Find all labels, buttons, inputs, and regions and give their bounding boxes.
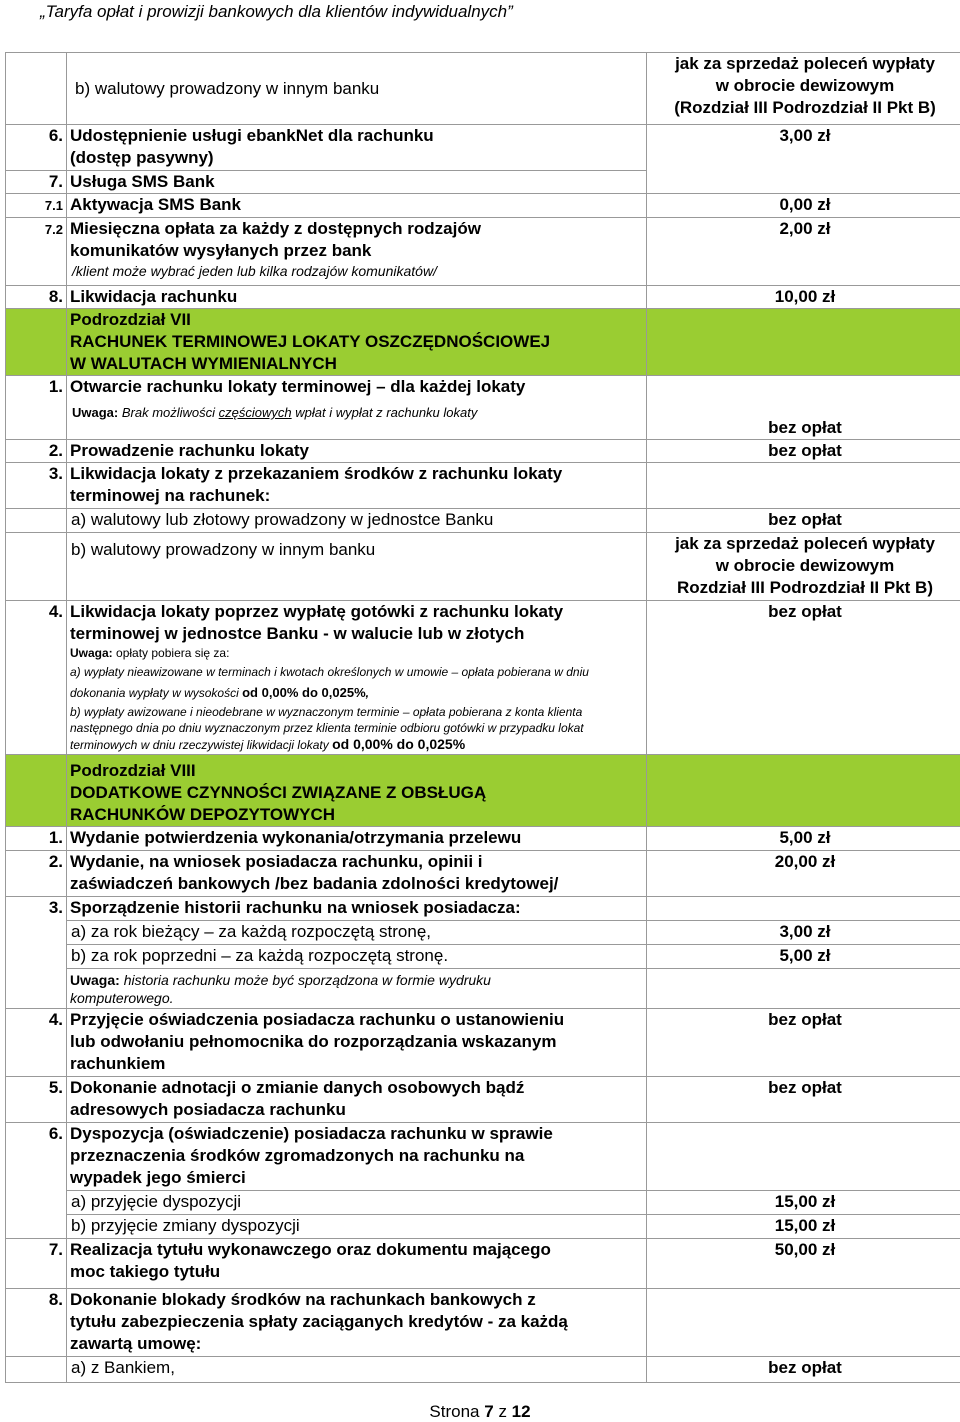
row-number: 7.2 [6,218,67,286]
row-price: bez opłat [647,440,960,463]
row-number: 1. [6,376,67,440]
table-row [6,194,960,218]
row-price [647,969,960,1009]
table-row [6,509,960,533]
row-description: b) za rok poprzedni – za każdą rozpoczętą stronę. [67,945,647,969]
row-price: bez opłat [647,1077,960,1123]
page-footer [0,1402,960,1422]
row-number: 7. [6,171,67,194]
table-row [6,1289,960,1357]
row-number [6,309,67,376]
row-price: jak za sprzedaż poleceń wypłaty w obrocie dewizowym Rozdział III Podrozdział II Pkt B) [647,533,960,601]
table-row [6,969,960,1009]
row-price: 10,00 zł [647,286,960,309]
row-description: b) przyjęcie zmiany dyspozycji [67,1215,647,1239]
row-number: 3. [6,463,67,509]
row-description: Usługa SMS Bank [67,171,647,194]
row-price [647,755,960,827]
row-description: Dokonanie adnotacji o zmianie danych osobowych bądź adresowych posiadacza rachunku [67,1077,647,1123]
row-price: 2,00 zł [647,218,960,286]
table-row [6,125,960,171]
document-header: „Taryfa opłat i prowizji bankowych dla klientów indywidualnych” [40,2,513,22]
row-price: 15,00 zł [647,1191,960,1215]
row-description: Likwidacja lokaty poprzez wypłatę gotówki z rachunku lokaty terminowej w jednostce Banku - w walucie lub w złotych Uwaga: opłaty pobiera się za: a) wypłaty nieawizowane w terminach i kwotach określonych w umowie – opłata pobierana w dniu dokonania wypłaty w wysokości od 0,00% do 0,025%, b) wypłaty awizowane i nieodebrane w wyznaczonym terminie – opłata pobierana z konta klienta następnego dnia po dniu wyznaczonym przez klienta terminie odbioru gotówki w przypadku lokat terminowych w dniu rzeczywistej likwidacji lokaty od 0,00% do 0,025% [67,601,647,755]
row-price [647,1289,960,1357]
row-number: 7. [6,1239,67,1289]
row-price: 50,00 zł [647,1239,960,1289]
table-row [6,1215,960,1239]
row-description: Prowadzenie rachunku lokaty [67,440,647,463]
table-row [6,897,960,921]
row-price: bez opłat [647,376,960,440]
table-row [6,53,960,125]
row-number: 2. [6,851,67,897]
row-price: 15,00 zł [647,1215,960,1239]
row-price: 3,00 zł [647,921,960,945]
row-description: Dokonanie blokady środków na rachunkach bankowych z tytułu zabezpieczenia spłaty zaciąganych kredytów - za każdą zawartą umowę: [67,1289,647,1357]
row-description: a) z Bankiem, [67,1357,647,1383]
table-row [6,827,960,851]
row-number [6,53,67,125]
page-separator: z [498,1402,507,1421]
table-row [6,1123,960,1191]
row-price: bez opłat [647,1009,960,1077]
row-description: a) za rok bieżący – za każdą rozpoczętą stronę, [67,921,647,945]
row-price [647,897,960,921]
row-number: 8. [6,1289,67,1357]
table-row [6,601,960,755]
row-number: 8. [6,286,67,309]
row-number: 6. [6,125,67,171]
row-price: bez opłat [647,1357,960,1383]
row-number [6,1357,67,1383]
row-description: Sporządzenie historii rachunku na wniosek posiadacza: [67,897,647,921]
row-price: jak za sprzedaż poleceń wypłaty w obrocie dewizowym (Rozdział III Podrozdział II Pkt B) [647,53,960,125]
row-description: Otwarcie rachunku lokaty terminowej – dla każdej lokaty Uwaga: Brak możliwości częściowych wpłat i wypłat z rachunku lokaty [67,376,647,440]
row-price: 20,00 zł [647,851,960,897]
table-row [6,1357,960,1383]
page-total: 12 [512,1402,531,1421]
row-number: 4. [6,1009,67,1077]
row-number: 1. [6,827,67,851]
row-price: 0,00 zł [647,194,960,218]
row-description: Miesięczna opłata za każdy z dostępnych rodzajów komunikatów wysyłanych przez bank /klient może wybrać jeden lub kilka rodzajów komunikatów/ [67,218,647,286]
row-description: Aktywacja SMS Bank [67,194,647,218]
table-row [6,1009,960,1077]
row-description: b) walutowy prowadzony w innym banku [67,53,647,125]
table-row [6,533,960,601]
table-row [6,376,960,440]
row-description: a) walutowy lub złotowy prowadzony w jednostce Banku [67,509,647,533]
section-title: Podrozdział VIII DODATKOWE CZYNNOŚCI ZWIĄZANE Z OBSŁUGĄ RACHUNKÓW DEPOZYTOWYCH [67,755,647,827]
row-price: 3,00 zł [647,125,960,194]
row-price: bez opłat [647,601,960,755]
row-number: 6. [6,1123,67,1239]
row-description: Udostępnienie usługi ebankNet dla rachunku (dostęp pasywny) [67,125,647,171]
table-row [6,440,960,463]
section-title: Podrozdział VII RACHUNEK TERMINOWEJ LOKATY OSZCZĘDNOŚCIOWEJ W WALUTACH WYMIENIALNYCH [67,309,647,376]
row-description: a) przyjęcie dyspozycji [67,1191,647,1215]
row-note: Uwaga: historia rachunku może być sporządzona w formie wydruku komputerowego. [67,969,647,1009]
row-description: Likwidacja lokaty z przekazaniem środków z rachunku lokaty terminowej na rachunek: [67,463,647,509]
row-price [647,1123,960,1191]
row-price [647,309,960,376]
row-number: 4. [6,601,67,755]
table-row [6,1239,960,1289]
row-number [6,755,67,827]
table-row [6,945,960,969]
section-header-row [6,755,960,827]
table-row [6,218,960,286]
row-number: 3. [6,897,67,1009]
row-number: 2. [6,440,67,463]
row-number: 5. [6,1077,67,1123]
row-description: Dyspozycja (oświadczenie) posiadacza rachunku w sprawie przeznaczenia środków zgromadzonych na rachunku na wypadek jego śmierci [67,1123,647,1191]
row-price: 5,00 zł [647,945,960,969]
row-number: 7.1 [6,194,67,218]
row-price [647,463,960,509]
table-row [6,286,960,309]
section-header-row [6,309,960,376]
row-description: Likwidacja rachunku [67,286,647,309]
row-description: Przyjęcie oświadczenia posiadacza rachunku o ustanowieniu lub odwołaniu pełnomocnika do rozporządzania wskazanym rachunkiem [67,1009,647,1077]
row-description: Wydanie, na wniosek posiadacza rachunku, opinii i zaświadczeń bankowych /bez badania zdolności kredytowej/ [67,851,647,897]
row-description: b) walutowy prowadzony w innym banku [67,533,647,601]
row-number [6,533,67,601]
page-number: 7 [484,1402,493,1421]
row-price: 5,00 zł [647,827,960,851]
row-description: Realizacja tytułu wykonawczego oraz dokumentu mającego moc takiego tytułu [67,1239,647,1289]
table-row [6,463,960,509]
table-row [6,1191,960,1215]
row-description: Wydanie potwierdzenia wykonania/otrzymania przelewu [67,827,647,851]
row-price: bez opłat [647,509,960,533]
page-label: Strona [429,1402,479,1421]
fees-table [5,52,960,1383]
table-row [6,851,960,897]
row-number [6,509,67,533]
table-row [6,1077,960,1123]
table-row [6,921,960,945]
